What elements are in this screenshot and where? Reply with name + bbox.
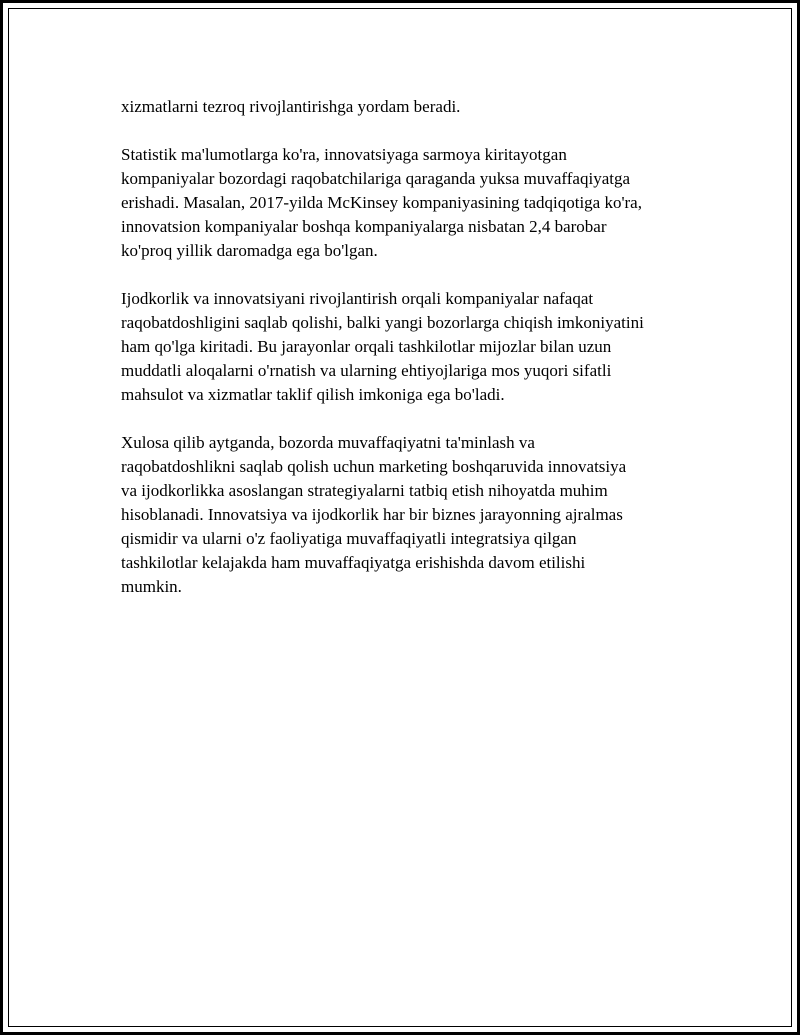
document-body	[121, 95, 701, 623]
paragraph-conclusion: Xulosa qilib aytganda, bozorda muvaffaqiyatni ta'minlash va raqobatdoshlikni saqlab qolish uchun marketing boshqaruvida innovatsiya va ijodkorlikka asoslangan strategiyalarni tatbiq etish nihoyatda muhim hisoblanadi. Innovatsiya va ijodkorlik har bir biznes jarayonning ajralmas qismidir va ularni o'z faoliyatiga muvaffaqiyatli integratsiya qilgan tashkilotlar kelajakda ham muvaffaqiyatga erishishda davom etilishi mumkin.	[121, 433, 627, 596]
paragraph-statistics: Statistik ma'lumotlarga ko'ra, innovatsiyaga sarmoya kiritayotgan kompaniyalar bozordagi raqobatchilariga qaraganda yuksa muvaffaqiyatga erishadi. Masalan, 2017-yilda McKinsey kompaniyasining tadqiqotiga ko'ra, innovatsion kompaniyalar boshqa kompaniyalarga nisbatan 2,4 barobar ko'proq yillik daromadga ega bo'lgan.	[121, 145, 642, 260]
paragraph-creativity-innovation: Ijodkorlik va innovatsiyani rivojlantirish orqali kompaniyalar nafaqat raqobatdoshligini saqlab qolishi, balki yangi bozorlarga chiqish imkoniyatini ham qo'lga kiritadi. Bu jarayonlar orqali tashkilotlar mijozlar bilan uzun muddatli aloqalarni o'rnatish va ularning ehtiyojlariga mos yuqori sifatli mahsulot va xizmatlar taklif qilish imkoniga ega bo'ladi.	[121, 289, 644, 404]
paragraph-continuation: xizmatlarni tezroq rivojlantirishga yordam beradi.	[121, 97, 461, 116]
